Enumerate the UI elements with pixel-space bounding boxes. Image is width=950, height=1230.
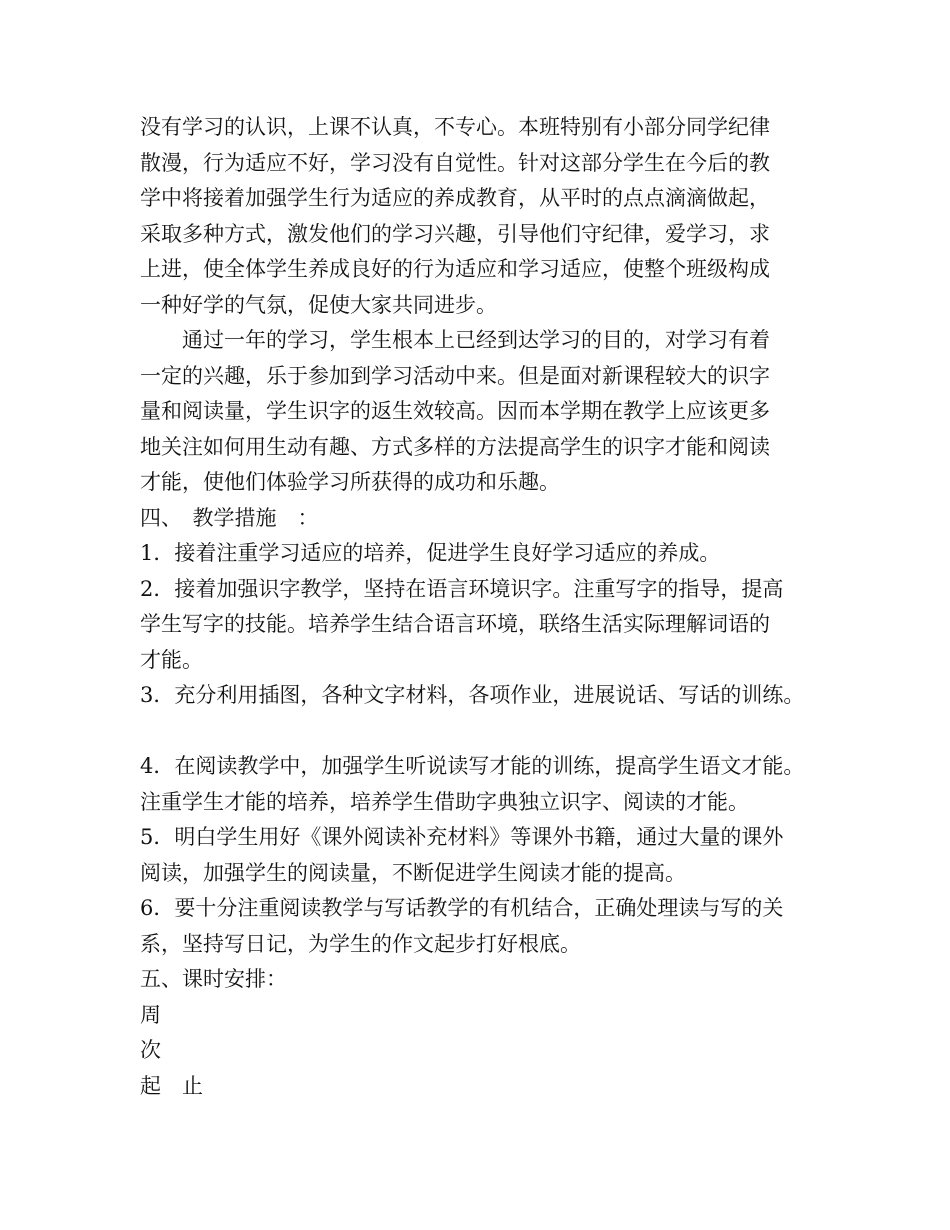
- list-item: 系，坚持写日记，为学生的作文起步打好根底。: [140, 931, 581, 956]
- list-item: 6．要十分注重阅读教学与写话教学的有机结合，正确处理读与写的关: [140, 896, 784, 920]
- blank-line: [140, 714, 840, 750]
- list-item: 1．接着注重学习适应的培养，促进学生良好学习适应的养成。: [140, 541, 721, 565]
- paragraph-line: 才能，使他们体验学习所获得的成功和乐趣。: [140, 470, 560, 494]
- section-heading: 四、 教学措施 ：: [140, 505, 319, 530]
- list-item: 注重学生才能的培养，培养学生借助字典独立识字、阅读的才能。: [140, 789, 749, 814]
- paragraph-line: 没有学习的认识，上课不认真，不专心。本班特别有小部分同学纪律: [140, 115, 770, 139]
- list-item: 2．接着加强识字教学，坚持在语言环境识字。注重写字的指导，提高: [140, 576, 784, 601]
- list-item: 阅读，加强学生的阅读量，不断促进学生阅读才能的提高。: [140, 860, 686, 885]
- paragraph-line: 量和阅读量，学生识字的返生效较高。因而本学期在教学上应该更多: [140, 399, 770, 423]
- table-header-cell: 起 止: [140, 1073, 203, 1098]
- table-header-cell: 次: [140, 1038, 161, 1062]
- document-body: [140, 110, 840, 1104]
- paragraph-line: 上进，使全体学生养成良好的行为适应和学习适应，使整个班级构成: [140, 257, 770, 281]
- list-item: 4．在阅读教学中，加强学生听说读写才能的训练，提高学生语文才能。: [140, 754, 805, 778]
- paragraph-line: 采取多种方式，激发他们的学习兴趣，引导他们守纪律，爱学习，求: [140, 221, 770, 246]
- paragraph-line: 一定的兴趣，乐于参加到学习活动中来。但是面对新课程较大的识字: [140, 363, 770, 388]
- paragraph-line: 散漫，行为适应不好，学习没有自觉性。针对这部分学生在今后的教: [140, 150, 770, 175]
- paragraph-line: 地关注如何用生动有趣、方式多样的方法提高学生的识字才能和阅读: [140, 434, 770, 459]
- list-item: 才能。: [140, 647, 203, 672]
- list-item: 3．充分利用插图，各种文字材料，各项作业，进展说话、写话的训练。: [140, 683, 805, 707]
- paragraph-line: 通过一年的学习，学生根本上已经到达学习的目的，对学习有着: [182, 328, 770, 352]
- list-item: 5．明白学生用好《课外阅读补充材料》等课外书籍，通过大量的课外: [140, 825, 784, 849]
- list-item: 学生写字的技能。培养学生结合语言环境，联络生活实际理解词语的: [140, 612, 770, 636]
- paragraph-line: 学中将接着加强学生行为适应的养成教育，从平时的点点滴滴做起，: [140, 186, 770, 210]
- paragraph-line: 一种好学的气氛，促使大家共同进步。: [140, 292, 497, 317]
- section-heading: 五、课时安排：: [140, 967, 287, 991]
- table-header-cell: 周: [140, 1002, 161, 1027]
